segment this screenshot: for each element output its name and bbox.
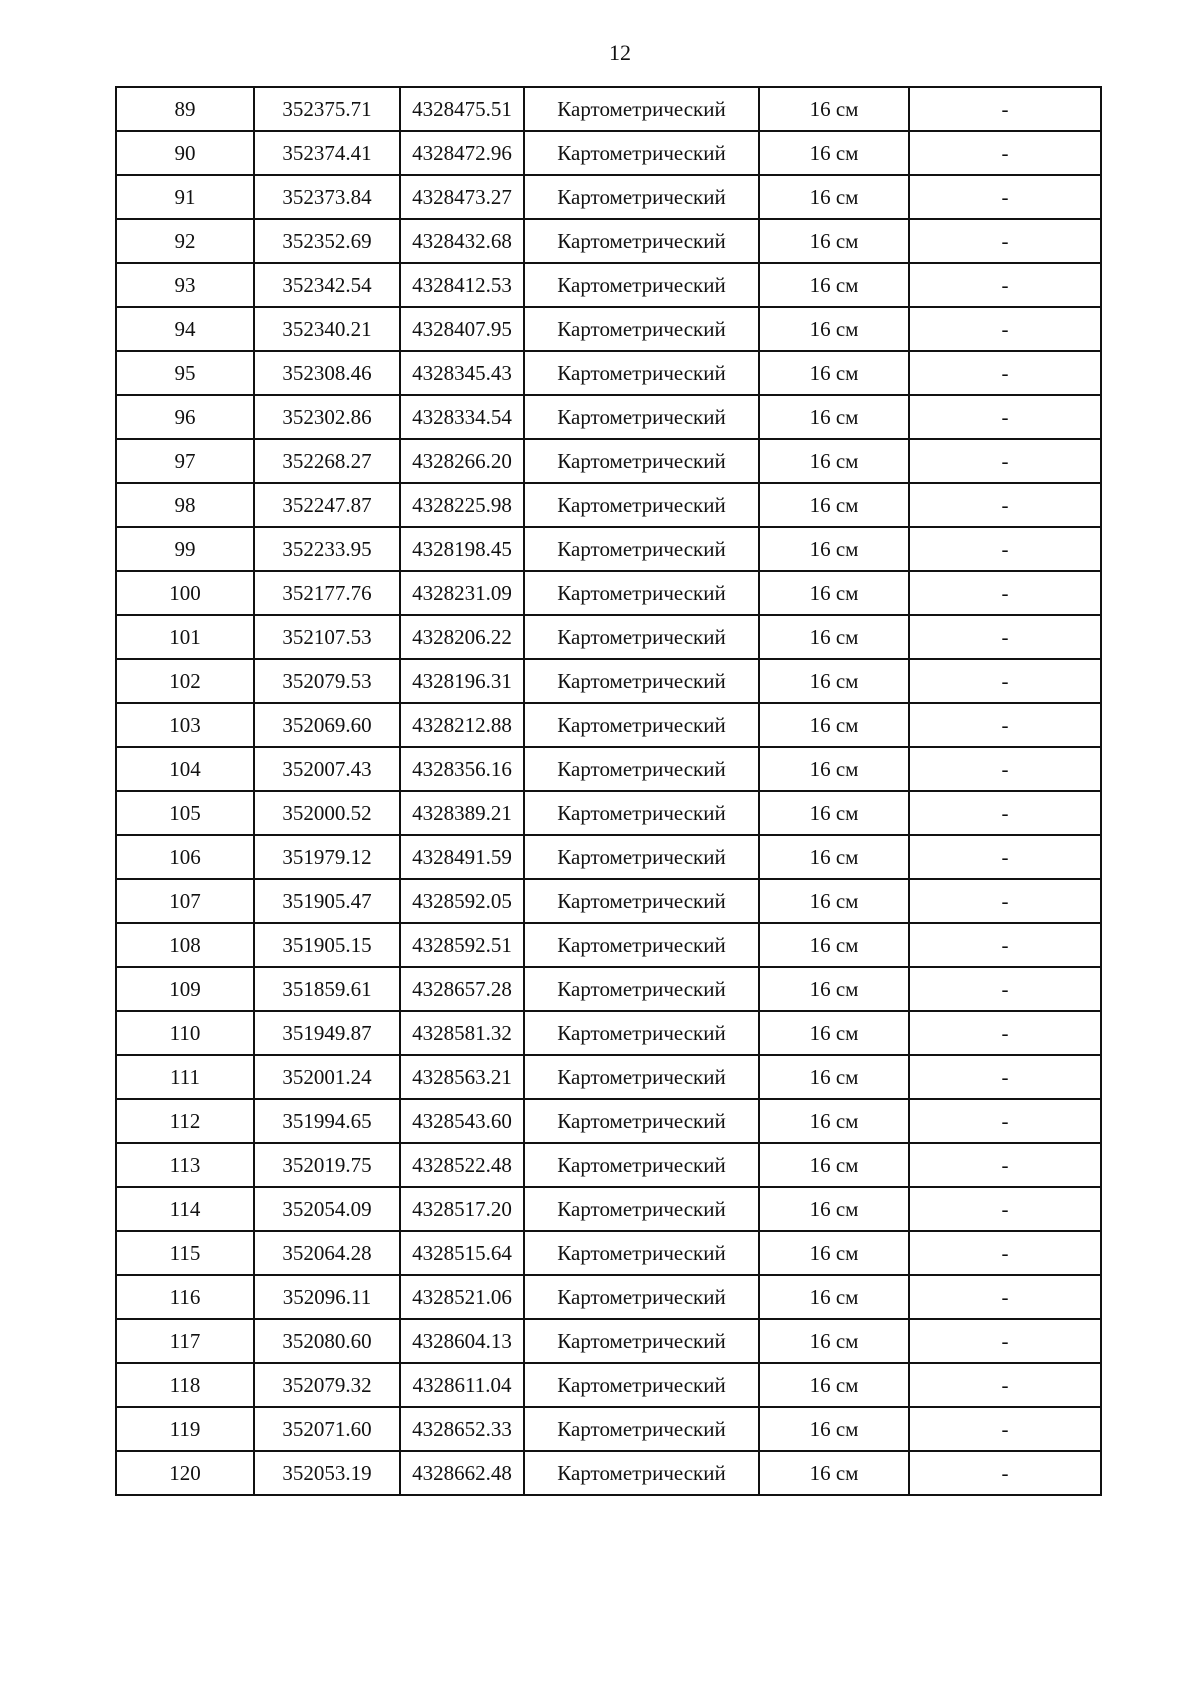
table-row [116,1231,1101,1275]
description-cell: - [909,483,1101,527]
y-coordinate-cell: 4328472.96 [400,131,524,175]
description-cell: - [909,1275,1101,1319]
x-coordinate-cell: 352375.71 [254,87,400,131]
table-row [116,1099,1101,1143]
point-number-cell: 99 [116,527,254,571]
accuracy-cell: 16 см [759,307,909,351]
y-coordinate-cell: 4328515.64 [400,1231,524,1275]
table-row [116,307,1101,351]
table-row [116,703,1101,747]
method-cell: Картометрический [524,703,759,747]
method-cell: Картометрический [524,1187,759,1231]
description-cell: - [909,1055,1101,1099]
table-row [116,483,1101,527]
x-coordinate-cell: 352374.41 [254,131,400,175]
y-coordinate-cell: 4328611.04 [400,1363,524,1407]
method-cell: Картометрический [524,879,759,923]
point-number-cell: 112 [116,1099,254,1143]
x-coordinate-cell: 352019.75 [254,1143,400,1187]
x-coordinate-cell: 352308.46 [254,351,400,395]
y-coordinate-cell: 4328592.05 [400,879,524,923]
y-coordinate-cell: 4328212.88 [400,703,524,747]
method-cell: Картометрический [524,439,759,483]
y-coordinate-cell: 4328543.60 [400,1099,524,1143]
method-cell: Картометрический [524,87,759,131]
method-cell: Картометрический [524,1451,759,1495]
x-coordinate-cell: 352064.28 [254,1231,400,1275]
x-coordinate-cell: 352053.19 [254,1451,400,1495]
method-cell: Картометрический [524,307,759,351]
accuracy-cell: 16 см [759,483,909,527]
table-row [116,131,1101,175]
accuracy-cell: 16 см [759,923,909,967]
y-coordinate-cell: 4328198.45 [400,527,524,571]
point-number-cell: 105 [116,791,254,835]
accuracy-cell: 16 см [759,835,909,879]
description-cell: - [909,87,1101,131]
table-row [116,219,1101,263]
method-cell: Картометрический [524,1055,759,1099]
x-coordinate-cell: 352080.60 [254,1319,400,1363]
accuracy-cell: 16 см [759,1011,909,1055]
y-coordinate-cell: 4328581.32 [400,1011,524,1055]
table-row [116,1275,1101,1319]
description-cell: - [909,747,1101,791]
accuracy-cell: 16 см [759,395,909,439]
method-cell: Картометрический [524,1099,759,1143]
table-row [116,923,1101,967]
accuracy-cell: 16 см [759,263,909,307]
x-coordinate-cell: 352340.21 [254,307,400,351]
point-number-cell: 120 [116,1451,254,1495]
method-cell: Картометрический [524,1275,759,1319]
accuracy-cell: 16 см [759,615,909,659]
x-coordinate-cell: 352000.52 [254,791,400,835]
method-cell: Картометрический [524,1319,759,1363]
coordinates-table-body [116,87,1101,1495]
accuracy-cell: 16 см [759,879,909,923]
point-number-cell: 103 [116,703,254,747]
description-cell: - [909,131,1101,175]
method-cell: Картометрический [524,395,759,439]
description-cell: - [909,1143,1101,1187]
x-coordinate-cell: 352054.09 [254,1187,400,1231]
point-number-cell: 102 [116,659,254,703]
method-cell: Картометрический [524,351,759,395]
table-row [116,879,1101,923]
table-row [116,1451,1101,1495]
accuracy-cell: 16 см [759,87,909,131]
table-row [116,527,1101,571]
table-row [116,439,1101,483]
point-number-cell: 101 [116,615,254,659]
description-cell: - [909,659,1101,703]
description-cell: - [909,571,1101,615]
accuracy-cell: 16 см [759,967,909,1011]
point-number-cell: 104 [116,747,254,791]
page-number: 12 [609,40,631,65]
table-row [116,835,1101,879]
x-coordinate-cell: 352079.53 [254,659,400,703]
x-coordinate-cell: 352373.84 [254,175,400,219]
description-cell: - [909,219,1101,263]
x-coordinate-cell: 351994.65 [254,1099,400,1143]
method-cell: Картометрический [524,1363,759,1407]
y-coordinate-cell: 4328657.28 [400,967,524,1011]
method-cell: Картометрический [524,1407,759,1451]
y-coordinate-cell: 4328475.51 [400,87,524,131]
x-coordinate-cell: 351859.61 [254,967,400,1011]
table-row [116,351,1101,395]
accuracy-cell: 16 см [759,219,909,263]
description-cell: - [909,527,1101,571]
accuracy-cell: 16 см [759,1055,909,1099]
table-row [116,87,1101,131]
method-cell: Картометрический [524,1231,759,1275]
point-number-cell: 89 [116,87,254,131]
x-coordinate-cell: 352233.95 [254,527,400,571]
accuracy-cell: 16 см [759,1099,909,1143]
table-row [116,1143,1101,1187]
table-row [116,571,1101,615]
table-row [116,395,1101,439]
table-row [116,615,1101,659]
point-number-cell: 109 [116,967,254,1011]
y-coordinate-cell: 4328592.51 [400,923,524,967]
y-coordinate-cell: 4328225.98 [400,483,524,527]
y-coordinate-cell: 4328266.20 [400,439,524,483]
point-number-cell: 97 [116,439,254,483]
description-cell: - [909,703,1101,747]
point-number-cell: 118 [116,1363,254,1407]
accuracy-cell: 16 см [759,571,909,615]
point-number-cell: 117 [116,1319,254,1363]
y-coordinate-cell: 4328563.21 [400,1055,524,1099]
description-cell: - [909,615,1101,659]
description-cell: - [909,835,1101,879]
y-coordinate-cell: 4328345.43 [400,351,524,395]
table-row [116,747,1101,791]
y-coordinate-cell: 4328206.22 [400,615,524,659]
method-cell: Картометрический [524,131,759,175]
accuracy-cell: 16 см [759,1407,909,1451]
coordinates-table [115,86,1102,1496]
description-cell: - [909,1231,1101,1275]
accuracy-cell: 16 см [759,703,909,747]
table-row [116,791,1101,835]
description-cell: - [909,791,1101,835]
description-cell: - [909,1011,1101,1055]
point-number-cell: 116 [116,1275,254,1319]
method-cell: Картометрический [524,967,759,1011]
point-number-cell: 119 [116,1407,254,1451]
y-coordinate-cell: 4328604.13 [400,1319,524,1363]
method-cell: Картометрический [524,527,759,571]
x-coordinate-cell: 352342.54 [254,263,400,307]
accuracy-cell: 16 см [759,1187,909,1231]
point-number-cell: 100 [116,571,254,615]
method-cell: Картометрический [524,659,759,703]
description-cell: - [909,307,1101,351]
y-coordinate-cell: 4328412.53 [400,263,524,307]
x-coordinate-cell: 352096.11 [254,1275,400,1319]
description-cell: - [909,1319,1101,1363]
y-coordinate-cell: 4328522.48 [400,1143,524,1187]
y-coordinate-cell: 4328334.54 [400,395,524,439]
point-number-cell: 115 [116,1231,254,1275]
point-number-cell: 93 [116,263,254,307]
point-number-cell: 91 [116,175,254,219]
y-coordinate-cell: 4328473.27 [400,175,524,219]
accuracy-cell: 16 см [759,1275,909,1319]
table-row [116,1055,1101,1099]
description-cell: - [909,923,1101,967]
method-cell: Картометрический [524,615,759,659]
y-coordinate-cell: 4328196.31 [400,659,524,703]
point-number-cell: 90 [116,131,254,175]
y-coordinate-cell: 4328389.21 [400,791,524,835]
y-coordinate-cell: 4328652.33 [400,1407,524,1451]
table-row [116,1011,1101,1055]
x-coordinate-cell: 351905.15 [254,923,400,967]
accuracy-cell: 16 см [759,791,909,835]
table-row [116,1407,1101,1451]
method-cell: Картометрический [524,1011,759,1055]
accuracy-cell: 16 см [759,527,909,571]
method-cell: Картометрический [524,835,759,879]
description-cell: - [909,1187,1101,1231]
x-coordinate-cell: 352177.76 [254,571,400,615]
method-cell: Картометрический [524,1143,759,1187]
x-coordinate-cell: 352007.43 [254,747,400,791]
x-coordinate-cell: 352247.87 [254,483,400,527]
method-cell: Картометрический [524,791,759,835]
y-coordinate-cell: 4328432.68 [400,219,524,263]
point-number-cell: 107 [116,879,254,923]
method-cell: Картометрический [524,219,759,263]
y-coordinate-cell: 4328521.06 [400,1275,524,1319]
y-coordinate-cell: 4328491.59 [400,835,524,879]
description-cell: - [909,879,1101,923]
x-coordinate-cell: 352302.86 [254,395,400,439]
description-cell: - [909,263,1101,307]
x-coordinate-cell: 352352.69 [254,219,400,263]
table-row [116,659,1101,703]
description-cell: - [909,439,1101,483]
description-cell: - [909,967,1101,1011]
y-coordinate-cell: 4328517.20 [400,1187,524,1231]
accuracy-cell: 16 см [759,1143,909,1187]
accuracy-cell: 16 см [759,747,909,791]
table-row [116,175,1101,219]
method-cell: Картометрический [524,747,759,791]
x-coordinate-cell: 351905.47 [254,879,400,923]
x-coordinate-cell: 351979.12 [254,835,400,879]
x-coordinate-cell: 352268.27 [254,439,400,483]
point-number-cell: 113 [116,1143,254,1187]
point-number-cell: 106 [116,835,254,879]
accuracy-cell: 16 см [759,1451,909,1495]
x-coordinate-cell: 352071.60 [254,1407,400,1451]
description-cell: - [909,1407,1101,1451]
accuracy-cell: 16 см [759,1363,909,1407]
point-number-cell: 114 [116,1187,254,1231]
accuracy-cell: 16 см [759,175,909,219]
point-number-cell: 96 [116,395,254,439]
accuracy-cell: 16 см [759,439,909,483]
table-row [116,1187,1101,1231]
y-coordinate-cell: 4328662.48 [400,1451,524,1495]
table-row [116,263,1101,307]
accuracy-cell: 16 см [759,1231,909,1275]
method-cell: Картометрический [524,571,759,615]
accuracy-cell: 16 см [759,1319,909,1363]
x-coordinate-cell: 352001.24 [254,1055,400,1099]
method-cell: Картометрический [524,483,759,527]
description-cell: - [909,395,1101,439]
point-number-cell: 111 [116,1055,254,1099]
point-number-cell: 110 [116,1011,254,1055]
point-number-cell: 92 [116,219,254,263]
y-coordinate-cell: 4328356.16 [400,747,524,791]
accuracy-cell: 16 см [759,659,909,703]
description-cell: - [909,175,1101,219]
y-coordinate-cell: 4328407.95 [400,307,524,351]
point-number-cell: 98 [116,483,254,527]
description-cell: - [909,1363,1101,1407]
x-coordinate-cell: 351949.87 [254,1011,400,1055]
description-cell: - [909,1451,1101,1495]
method-cell: Картометрический [524,175,759,219]
method-cell: Картометрический [524,263,759,307]
x-coordinate-cell: 352069.60 [254,703,400,747]
point-number-cell: 108 [116,923,254,967]
method-cell: Картометрический [524,923,759,967]
table-row [116,967,1101,1011]
x-coordinate-cell: 352107.53 [254,615,400,659]
accuracy-cell: 16 см [759,351,909,395]
y-coordinate-cell: 4328231.09 [400,571,524,615]
table-row [116,1363,1101,1407]
accuracy-cell: 16 см [759,131,909,175]
point-number-cell: 94 [116,307,254,351]
description-cell: - [909,1099,1101,1143]
table-row [116,1319,1101,1363]
point-number-cell: 95 [116,351,254,395]
x-coordinate-cell: 352079.32 [254,1363,400,1407]
description-cell: - [909,351,1101,395]
